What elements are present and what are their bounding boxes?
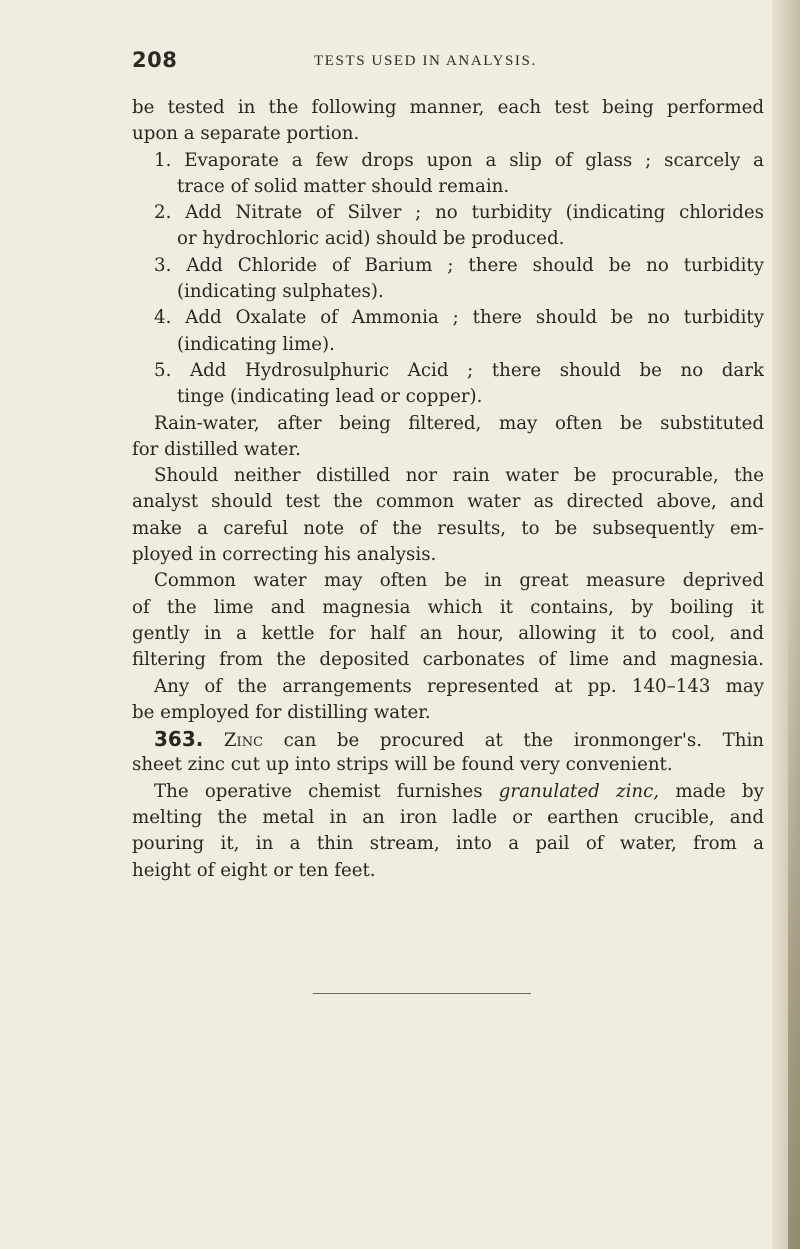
section-divider-rule: [313, 993, 531, 994]
test-item-4-cont: (indicating lime).: [177, 333, 335, 355]
test-item-5: [132, 358, 764, 384]
paragraph-line: Rain-water, after being filtered, may often be substituted: [154, 412, 764, 434]
section-number: 363.: [154, 727, 204, 752]
paragraph-line: Any of the arrangements represented at pp. 140–143 may: [154, 675, 764, 697]
test-number: 1.: [154, 149, 172, 171]
paragraph-line: ployed in correcting his analysis.: [132, 544, 437, 566]
granulated-line: [132, 779, 764, 805]
paragraph-line: be employed for distilling water.: [132, 701, 431, 723]
paragraph-line: pouring it, in a thin stream, into a pail of water, from a: [132, 833, 764, 855]
test-text: Evaporate a few drops upon a slip of glass ; scarcely a: [184, 149, 764, 171]
test-number: 5.: [154, 359, 172, 381]
paragraph-line: for distilled water.: [132, 438, 301, 460]
test-item-3-cont: (indicating sulphates).: [177, 281, 384, 303]
page-number: 208: [132, 48, 178, 72]
section-text: can be procured at the ironmonger's. Thin: [283, 730, 764, 752]
test-item-3: [132, 253, 764, 279]
paragraph-line: analyst should test the common water as directed above, and: [132, 491, 764, 513]
test-text: Add Oxalate of Ammonia ; there should be no turbidity: [185, 307, 764, 329]
test-item-4: [132, 305, 764, 331]
test-item-1: [132, 148, 764, 174]
paragraph-line: Common water may often be in great measure deprived: [154, 570, 764, 592]
test-item-1-cont: trace of solid matter should remain.: [177, 175, 510, 197]
paragraph-line: filtering from the deposited carbonates of lime and magnesia.: [132, 649, 764, 671]
test-number: 2.: [154, 202, 172, 224]
granulated-term: granulated zinc,: [498, 780, 660, 802]
test-item-5-cont: tinge (indicating lead or copper).: [177, 386, 483, 408]
paragraph-line: of the lime and magnesia which it contains, by boiling it: [132, 596, 764, 618]
paragraph-line: Should neither distilled nor rain water be procurable, the: [154, 465, 764, 487]
granulated-text-start: The operative chemist furnishes: [154, 780, 483, 802]
running-title: TESTS USED IN ANALYSIS.: [314, 53, 537, 69]
test-text: Add Hydrosulphuric Acid ; there should be no dark: [189, 359, 764, 381]
paragraph-line: height of eight or ten feet.: [132, 859, 376, 881]
granulated-text-end: made by: [675, 780, 764, 802]
page-header: [132, 48, 762, 78]
section-term: Zinc: [223, 730, 264, 752]
intro-line: upon a separate portion.: [132, 123, 360, 145]
paragraph-line: melting the metal in an iron ladle or earthen crucible, and: [132, 807, 764, 829]
test-number: 3.: [154, 254, 172, 276]
section-363-line: [132, 726, 764, 752]
page-edge-shadow: [788, 560, 800, 1249]
intro-line: be tested in the following manner, each test being performed: [132, 97, 764, 118]
test-item-2-cont: or hydrochloric acid) should be produced.: [177, 228, 565, 250]
paragraph-line: sheet zinc cut up into strips will be found very convenient.: [132, 754, 673, 776]
body-text: [132, 95, 764, 884]
test-text: Add Nitrate of Silver ; no turbidity (indicating chlorides: [185, 202, 764, 224]
test-text: Add Chloride of Barium ; there should be no turbidity: [186, 254, 764, 276]
paragraph-line: make a careful note of the results, to be subsequently em-: [132, 517, 764, 539]
test-number: 4.: [154, 307, 172, 329]
paragraph-line: gently in a kettle for half an hour, allowing it to cool, and: [132, 622, 764, 644]
test-item-2: [132, 200, 764, 226]
